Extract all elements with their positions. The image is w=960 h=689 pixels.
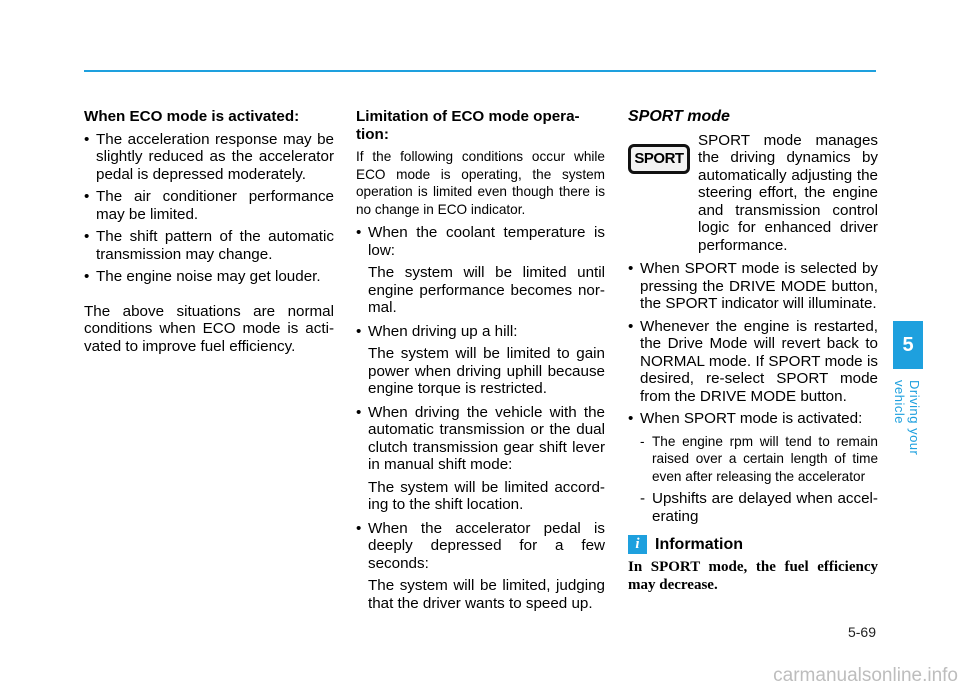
information-text: In SPORT mode, the fuel efficiency may decrease. (628, 559, 878, 593)
list-item: • The shift pattern of the automatic transmission may change. (84, 228, 334, 263)
list-item: • When SPORT mode is activated: (628, 410, 878, 428)
chapter-title: Driving your vehicle (892, 380, 922, 456)
list-item: • When driving up a hill: (356, 323, 605, 341)
list-item-detail: The system will be limited until engine performance becomes nor-mal. (368, 264, 605, 316)
sport-mode-title: SPORT mode (628, 108, 730, 125)
list-item: • When the coolant temperature is low: (356, 224, 605, 259)
sport-intro-text: SPORT mode manages the driving dynamics by automatically adjusting the steering effort, the engine and transmission control logic for enhanced driver performance. (698, 131, 878, 254)
list-item: • When driving the vehicle with the automatic transmission or the dual clutch transmission gear shift lever in manual shift mode: (356, 404, 605, 474)
sport-effect-item: - The engine rpm will tend to remain raised over a certain length of time even after releasing the accelerator (640, 433, 878, 486)
list-item-detail: The system will be limited to gain power when driving uphill because engine torque is restricted. (368, 345, 605, 397)
eco-activated-heading: When ECO mode is activated: (84, 108, 300, 125)
information-icon: i (628, 535, 647, 554)
footer-watermark[interactable]: carmanualsonline.info (773, 665, 958, 686)
list-item-detail: The system will be limited, judging that the driver wants to speed up. (368, 577, 605, 612)
list-item: • The acceleration response may be slightly reduced as the accelerator pedal is depressed moderately. (84, 131, 334, 184)
header-rule (84, 70, 876, 72)
list-item: • The engine noise may get louder. (84, 268, 334, 286)
column-sport-mode (628, 108, 878, 594)
sport-intro (628, 132, 878, 261)
list-item-detail: The system will be limited accord-ing to the shift location. (368, 478, 605, 513)
sport-effect-item: - Upshifts are delayed when accel-erating (640, 490, 878, 525)
eco-normal-paragraph: The above situations are normal conditions when ECO mode is acti-vated to improve fuel efficiency. (84, 302, 334, 355)
eco-limitation-intro: If the following conditions occur while ECO mode is operating, the system operation is limited even though there is no change in ECO indicator. (356, 149, 605, 217)
information-header (628, 535, 878, 554)
sport-list (628, 260, 878, 428)
sport-indicator-icon: SPORT (628, 144, 690, 174)
column-eco-activated (84, 108, 334, 361)
limitation-list (356, 224, 605, 612)
chapter-tab: 5 (893, 321, 923, 369)
eco-effects-list (84, 131, 334, 286)
column-eco-limitation (356, 108, 605, 618)
list-item: • When the accelerator pedal is deeply depressed for a few seconds: (356, 520, 605, 573)
eco-limitation-heading: Limitation of ECO mode opera-tion: (356, 108, 580, 143)
information-label: Information (655, 535, 743, 553)
list-item: • Whenever the engine is restarted, the Drive Mode will revert back to NORMAL mode. If SPORT mode is desired, re-select SPORT mode from the DRIVE MODE button. (628, 318, 878, 406)
page-number: 5-69 (847, 624, 876, 640)
list-item: • When SPORT mode is selected by pressing the DRIVE MODE button, the SPORT indicator will illuminate. (628, 260, 878, 313)
list-item: • The air conditioner performance may be limited. (84, 188, 334, 223)
